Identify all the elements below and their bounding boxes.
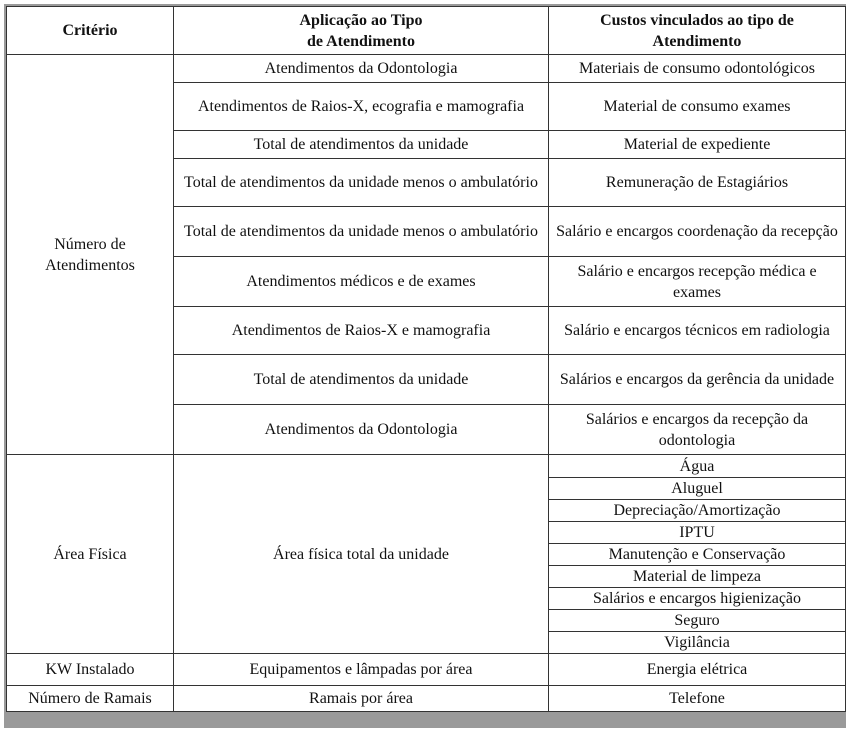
custo-cell: Material de consumo exames — [549, 83, 846, 131]
custo-cell: Manutenção e Conservação — [549, 544, 846, 566]
aplicacao-cell: Total de atendimentos da unidade — [174, 355, 549, 405]
table-row — [7, 686, 846, 712]
header-aplicacao-line1: Aplicação ao Tipo — [299, 11, 423, 29]
custo-cell: Salário e encargos coordenação da recepção — [549, 207, 846, 257]
aplicacao-cell: Atendimentos da Odontologia — [174, 405, 549, 455]
custo-cell: Material de limpeza — [549, 566, 846, 588]
criterio-area-fisica: Área Física — [7, 455, 174, 654]
criterio-line1: Número de — [54, 235, 126, 253]
table-row — [7, 654, 846, 686]
criterio-line2: Atendimentos — [45, 256, 135, 274]
custo-cell: Água — [549, 455, 846, 478]
custo-cell: Remuneração de Estagiários — [549, 159, 846, 207]
header-criterio: Critério — [7, 7, 174, 55]
aplicacao-cell: Total de atendimentos da unidade — [174, 131, 549, 159]
custo-cell: Salários e encargos da gerência da unidade — [549, 355, 846, 405]
header-aplicacao — [174, 7, 549, 55]
custo-cell: Material de expediente — [549, 131, 846, 159]
aplicacao-cell: Atendimentos de Raios-X e mamografia — [174, 307, 549, 355]
cost-allocation-table — [6, 6, 846, 712]
header-row — [7, 7, 846, 55]
aplicacao-cell: Atendimentos de Raios-X, ecografia e mamografia — [174, 83, 549, 131]
custo-cell: Vigilância — [549, 632, 846, 654]
custo-cell: Salários e encargos higienização — [549, 588, 846, 610]
custo-cell: Aluguel — [549, 478, 846, 500]
aplicacao-cell: Ramais por área — [174, 686, 549, 712]
custo-cell: IPTU — [549, 522, 846, 544]
custo-cell: Salário e encargos técnicos em radiologia — [549, 307, 846, 355]
aplicacao-cell: Total de atendimentos da unidade menos o ambulatório — [174, 207, 549, 257]
aplicacao-cell: Atendimentos médicos e de exames — [174, 257, 549, 307]
custo-cell: Energia elétrica — [549, 654, 846, 686]
header-custos — [549, 7, 846, 55]
header-custos-line1: Custos vinculados ao tipo de — [600, 11, 794, 29]
table-row — [7, 455, 846, 478]
criterio-numero-atendimentos — [7, 55, 174, 455]
custo-cell: Seguro — [549, 610, 846, 632]
table-row — [7, 55, 846, 83]
aplicacao-cell: Atendimentos da Odontologia — [174, 55, 549, 83]
criterio-kw-instalado: KW Instalado — [7, 654, 174, 686]
header-aplicacao-line2: de Atendimento — [307, 32, 415, 50]
header-custos-line2: Atendimento — [652, 32, 742, 50]
custo-cell: Depreciação/Amortização — [549, 500, 846, 522]
custo-cell: Salários e encargos da recepção da odontologia — [549, 405, 846, 455]
custo-cell: Materiais de consumo odontológicos — [549, 55, 846, 83]
custo-cell: Salário e encargos recepção médica e exames — [549, 257, 846, 307]
aplicacao-area-fisica: Área física total da unidade — [174, 455, 549, 654]
aplicacao-cell: Total de atendimentos da unidade menos o ambulatório — [174, 159, 549, 207]
aplicacao-cell: Equipamentos e lâmpadas por área — [174, 654, 549, 686]
custo-cell: Telefone — [549, 686, 846, 712]
criterio-numero-ramais: Número de Ramais — [7, 686, 174, 712]
